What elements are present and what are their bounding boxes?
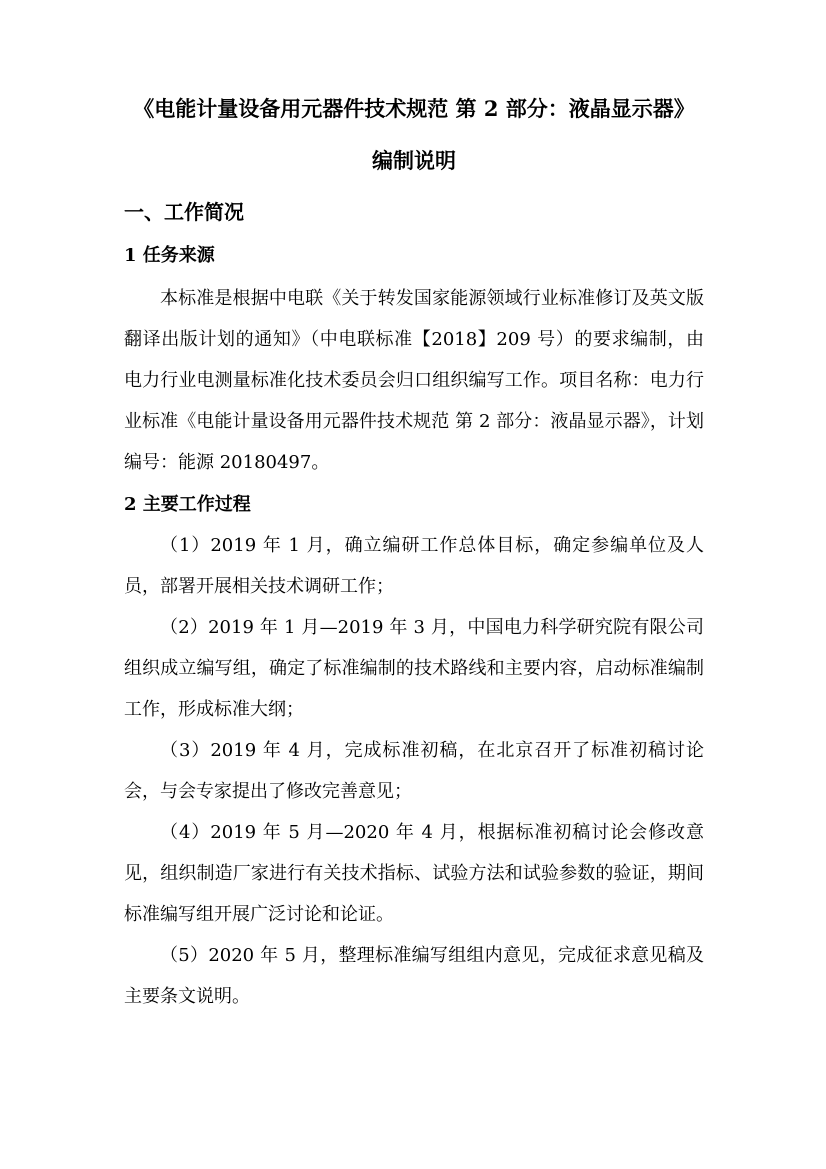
document-title-line-1: 《电能计量设备用元器件技术规范 第 2 部分：液晶显示器》	[133, 96, 695, 121]
list-item: （2）2019 年 1 月—2019 年 3 月，中国电力科学研究院有限公司组织成立编写组，确定了标准编制的技术路线和主要内容，启动标准编制工作，形成标准大纲；	[124, 617, 704, 720]
section-heading-work-overview: 一、工作简况	[124, 200, 244, 224]
list-item: （4）2019 年 5 月—2020 年 4 月，根据标准初稿讨论会修改意见，组织制造厂家进行有关技术指标、试验方法和试验参数的验证，期间标准编写组开展广泛讨论和论证。	[124, 822, 704, 925]
subsection-heading-work-process: 2 主要工作过程	[124, 494, 251, 515]
list-item: （5）2020 年 5 月，整理标准编写组组内意见，完成征求意见稿及主要条文说明。	[124, 945, 704, 1007]
subsection-heading-task-source: 1 任务来源	[124, 245, 215, 266]
list-item: （3）2019 年 4 月，完成标准初稿，在北京召开了标准初稿讨论会，与会专家提出了修改完善意见；	[124, 740, 704, 802]
document-content	[124, 96, 704, 1017]
paragraph-task-source: 本标准是根据中电联《关于转发国家能源领域行业标准修订及英文版翻译出版计划的通知》（中电联标准【2018】209 号）的要求编制，由电力行业电测量标准化技术委员会归口组织编写工作。项目名称：电力行业标准《电能计量设备用元器件技术规范 第 2 部分：液晶显示器》，计划编号：能源 20180497。	[124, 288, 704, 473]
document-title-line-2: 编制说明	[372, 148, 456, 173]
list-item: （1）2019 年 1 月，确立编研工作总体目标，确定参编单位及人员，部署开展相关技术调研工作；	[124, 535, 704, 597]
